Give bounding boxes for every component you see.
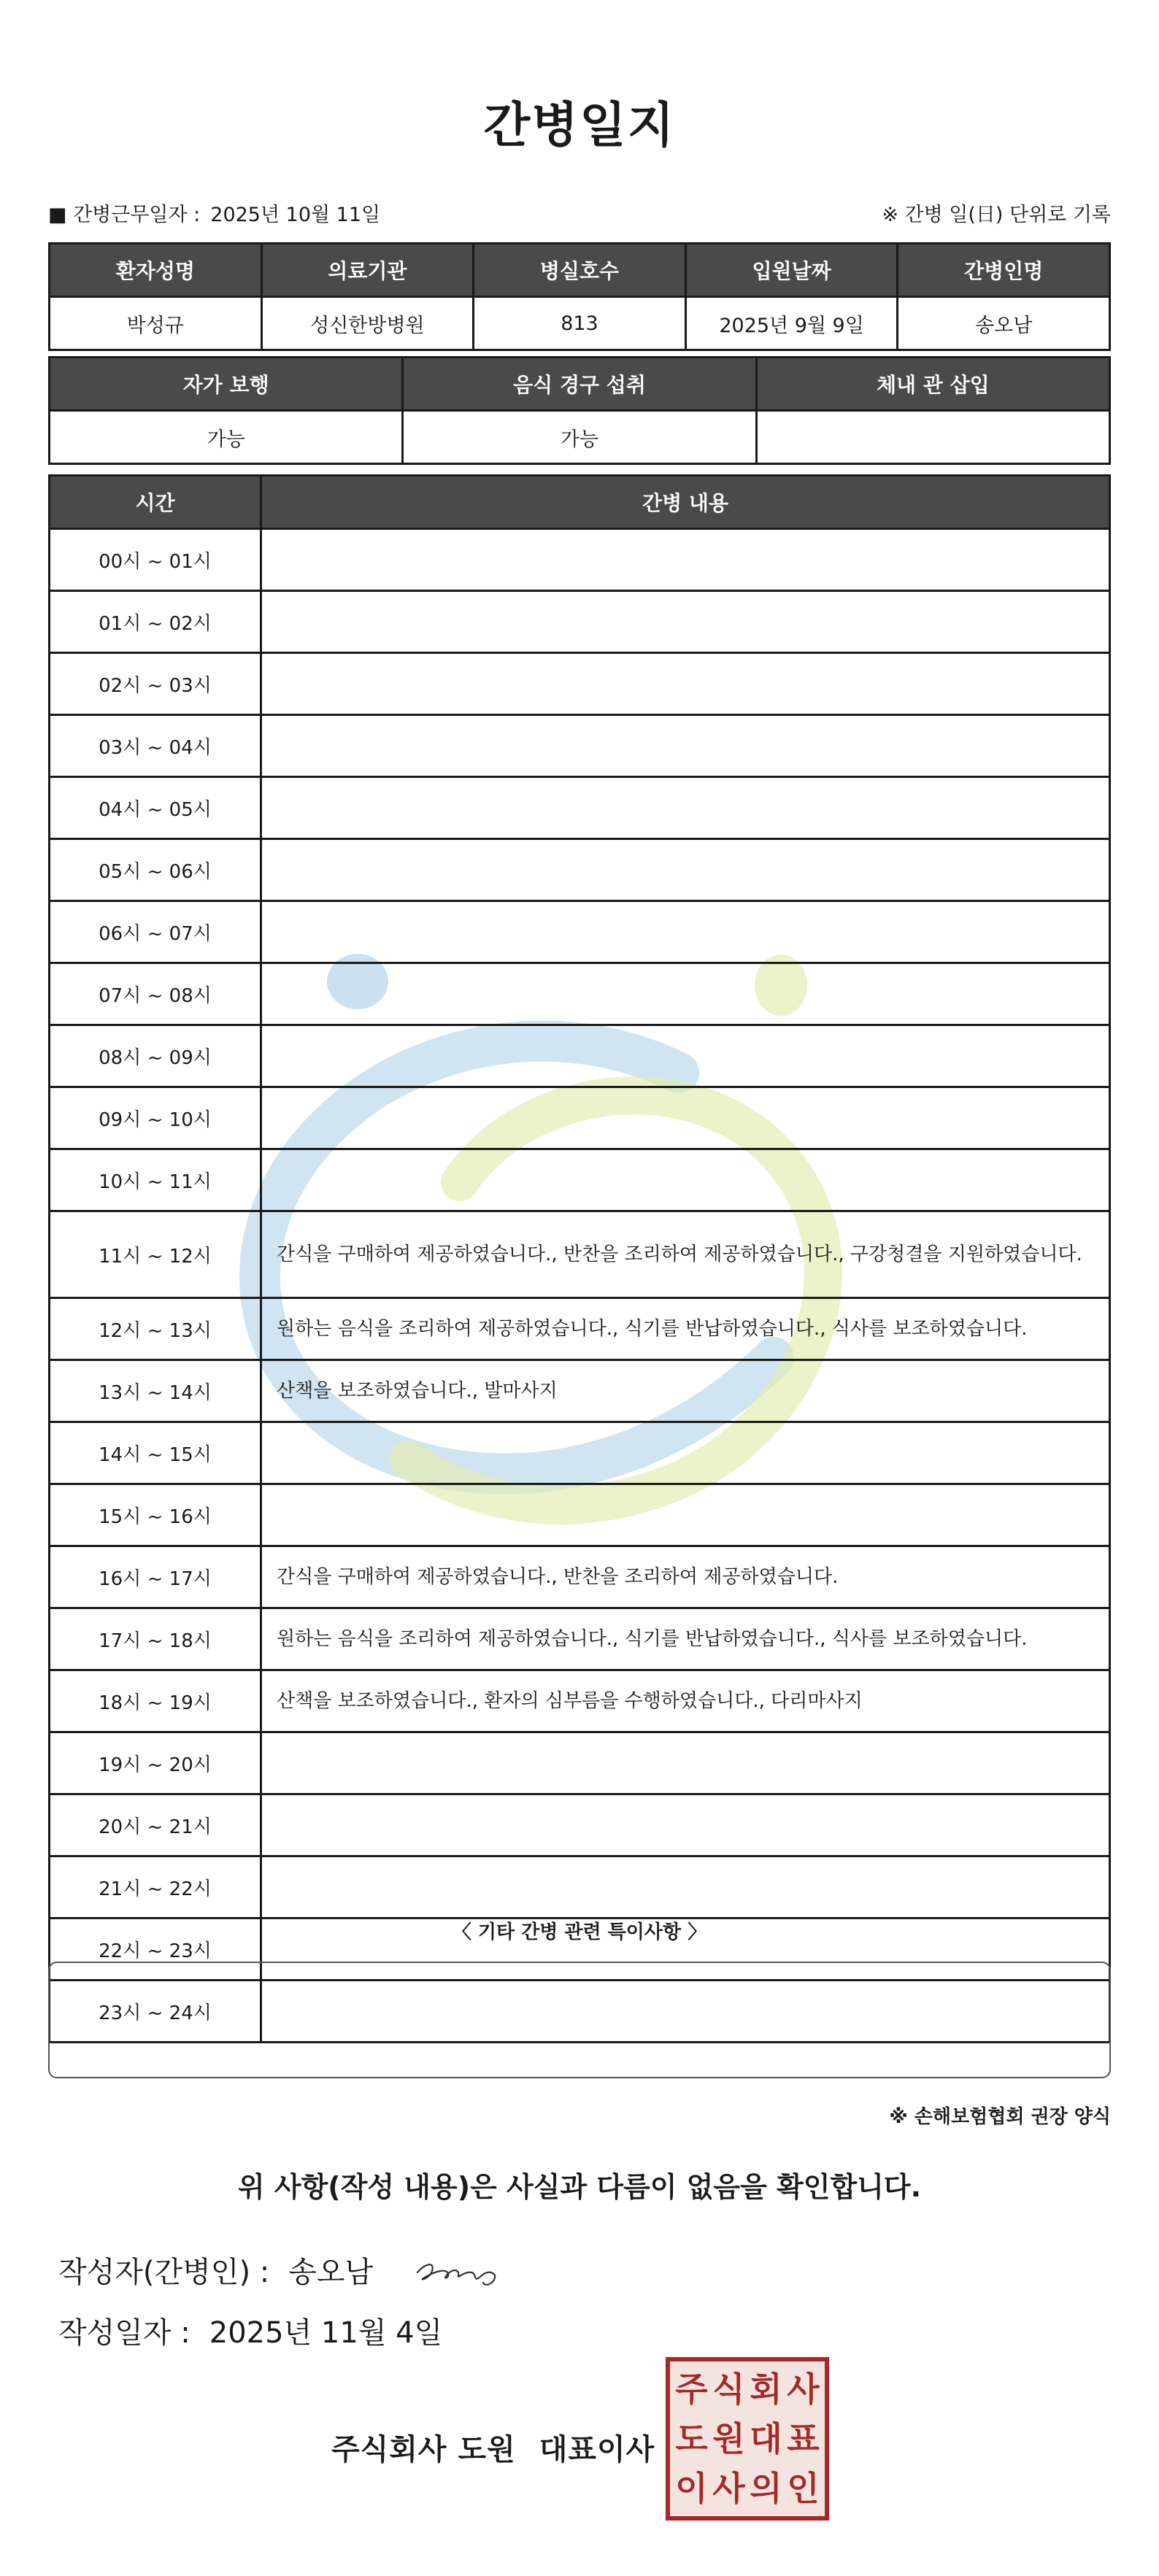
care-content (261, 1484, 1110, 1546)
patient-info-table (48, 242, 1111, 351)
table-row (50, 1360, 1110, 1422)
table-row (50, 1484, 1110, 1546)
confirmation-statement: 위 사항(작성 내용)은 사실과 다름이 없음을 확인합니다. (237, 2171, 922, 2203)
time-slot: 03시 ~ 04시 (50, 715, 261, 777)
special-notes-box (48, 1962, 1111, 2078)
care-content (261, 1422, 1110, 1484)
time-slot: 00시 ~ 01시 (50, 529, 261, 591)
care-content (261, 1025, 1110, 1087)
tube-insertion-value (756, 411, 1109, 464)
work-date-value: 2025년 10월 11일 (210, 204, 381, 226)
company-name: 주식회사 도원 (331, 2433, 516, 2467)
seal-character: 표 (787, 2419, 820, 2459)
time-slot: 05시 ~ 06시 (50, 839, 261, 901)
care-content (261, 777, 1110, 839)
seal-character: 인 (787, 2469, 820, 2508)
table-row (50, 1732, 1110, 1794)
seal-character: 의 (750, 2469, 782, 2508)
care-content (261, 715, 1110, 777)
table-row (50, 963, 1110, 1025)
time-slot: 19시 ~ 20시 (50, 1732, 261, 1794)
table-row (50, 1794, 1110, 1856)
table-row (50, 1025, 1110, 1087)
special-notes-title: 〈 기타 간병 관련 특이사항 〉 (452, 1921, 707, 1943)
time-slot: 11시 ~ 12시 (50, 1211, 261, 1298)
table-row (50, 1422, 1110, 1484)
seal-character: 회 (750, 2369, 782, 2409)
seal-character: 도 (675, 2419, 708, 2459)
table-row (50, 777, 1110, 839)
care-content (261, 1856, 1110, 1918)
record-unit-note: ※ 간병 일(日) 단위로 기록 (882, 204, 1111, 226)
care-content (261, 1732, 1110, 1794)
care-log-table (48, 474, 1111, 2043)
write-date-value: 2025년 11월 4일 (209, 2316, 443, 2350)
work-date-group (48, 198, 380, 227)
header-oral-intake: 음식 경구 섭취 (403, 358, 756, 411)
time-slot: 02시 ~ 03시 (50, 653, 261, 715)
header-self-walking: 자가 보행 (50, 358, 403, 411)
header-hospital: 의료기관 (261, 244, 474, 297)
header-caregiver-name: 간병인명 (898, 244, 1110, 297)
writer-line (58, 2249, 373, 2291)
care-content (261, 839, 1110, 901)
work-date-label: ■ 간병근무일자 : (48, 204, 201, 226)
company-seal-stamp (666, 2357, 829, 2521)
patient-status-table (48, 356, 1111, 465)
care-content: 산책을 보조하였습니다., 환자의 심부름을 수행하였습니다., 다리마사지 (261, 1670, 1110, 1732)
write-date-line (58, 2310, 442, 2351)
time-slot: 13시 ~ 14시 (50, 1360, 261, 1422)
time-slot: 09시 ~ 10시 (50, 1087, 261, 1149)
ceo-title: 대표이사 (539, 2433, 655, 2467)
header-admission-date: 입원날짜 (685, 244, 898, 297)
self-walking-value: 가능 (50, 411, 403, 464)
care-content: 산책을 보조하였습니다., 발마사지 (261, 1360, 1110, 1422)
table-row (50, 1149, 1110, 1211)
table-row (50, 715, 1110, 777)
patient-name: 박성규 (50, 297, 262, 350)
table-row (50, 1856, 1110, 1918)
header-patient-name: 환자성명 (50, 244, 262, 297)
header-room-number: 병실호수 (474, 244, 686, 297)
time-slot: 04시 ~ 05시 (50, 777, 261, 839)
table-row (50, 1546, 1110, 1608)
care-content (261, 529, 1110, 591)
time-slot: 10시 ~ 11시 (50, 1149, 261, 1211)
table-row (50, 653, 1110, 715)
table-row (50, 1298, 1110, 1360)
hospital-name: 성신한방병원 (261, 297, 474, 350)
document-title: 간병일지 (483, 97, 676, 153)
care-content (261, 591, 1110, 653)
care-log-body (50, 529, 1110, 2043)
admission-date: 2025년 9월 9일 (685, 297, 898, 350)
time-slot: 22시 ~ 23시 (50, 1918, 261, 1981)
seal-character: 식 (712, 2369, 745, 2409)
form-source-note: ※ 손해보험협회 권장 양식 (889, 2106, 1111, 2128)
company-signature-line (331, 2426, 655, 2468)
table-row (50, 591, 1110, 653)
care-content (261, 1149, 1110, 1211)
care-content (261, 1087, 1110, 1149)
seal-character: 원 (712, 2419, 745, 2459)
write-date-label: 작성일자 : (58, 2316, 190, 2350)
table-row (50, 1608, 1110, 1670)
care-content (261, 653, 1110, 715)
time-slot: 20시 ~ 21시 (50, 1794, 261, 1856)
seal-character: 주 (675, 2369, 708, 2409)
care-content (261, 1794, 1110, 1856)
time-slot: 17시 ~ 18시 (50, 1608, 261, 1670)
table-row (50, 529, 1110, 591)
table-row (50, 839, 1110, 901)
time-slot: 06시 ~ 07시 (50, 901, 261, 963)
oral-intake-value: 가능 (403, 411, 756, 464)
care-content: 간식을 구매하여 제공하였습니다., 반찬을 조리하여 제공하였습니다. (261, 1546, 1110, 1608)
room-number: 813 (474, 297, 686, 350)
time-slot: 08시 ~ 09시 (50, 1025, 261, 1087)
care-content (261, 901, 1110, 963)
table-row (50, 901, 1110, 963)
writer-label: 작성자(간병인) : (58, 2256, 270, 2289)
care-content: 간식을 구매하여 제공하였습니다., 반찬을 조리하여 제공하였습니다., 구강청결을 지원하였습니다. (261, 1211, 1110, 1298)
time-slot: 18시 ~ 19시 (50, 1670, 261, 1732)
time-slot: 12시 ~ 13시 (50, 1298, 261, 1360)
seal-character: 대 (750, 2419, 782, 2459)
seal-character: 사 (712, 2469, 745, 2508)
table-row (50, 1087, 1110, 1149)
work-date-line (48, 198, 1111, 231)
care-content (261, 963, 1110, 1025)
time-slot: 21시 ~ 22시 (50, 1856, 261, 1918)
time-slot: 07시 ~ 08시 (50, 963, 261, 1025)
caregiver-name: 송오남 (898, 297, 1110, 350)
seal-character: 사 (787, 2369, 820, 2409)
time-slot: 23시 ~ 24시 (50, 1981, 261, 2043)
table-row (50, 1211, 1110, 1298)
time-slot: 14시 ~ 15시 (50, 1422, 261, 1484)
handwritten-signature (410, 2249, 505, 2293)
time-slot: 16시 ~ 17시 (50, 1546, 261, 1608)
header-time: 시간 (50, 476, 261, 529)
writer-name: 송오남 (288, 2256, 374, 2289)
time-slot: 15시 ~ 16시 (50, 1484, 261, 1546)
header-tube-insertion: 체내 관 삽입 (756, 358, 1109, 411)
care-content: 원하는 음식을 조리하여 제공하였습니다., 식기를 반납하였습니다., 식사를 보조하였습니다. (261, 1298, 1110, 1360)
care-content: 원하는 음식을 조리하여 제공하였습니다., 식기를 반납하였습니다., 식사를 보조하였습니다. (261, 1608, 1110, 1670)
seal-character: 이 (675, 2469, 708, 2508)
table-row (50, 1670, 1110, 1732)
time-slot: 01시 ~ 02시 (50, 591, 261, 653)
header-care-content: 간병 내용 (261, 476, 1110, 529)
